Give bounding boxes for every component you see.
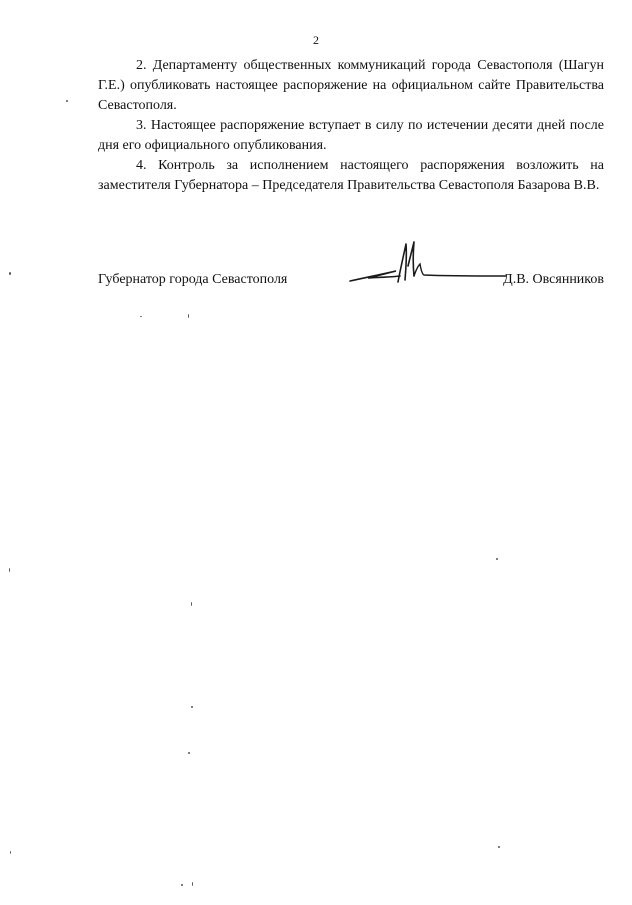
scan-speck: [66, 100, 68, 102]
scan-speck: [191, 602, 192, 606]
paragraph-item-2: 2. Департаменту общественных коммуникаций города Севастополя (Шагун Г.Е.) опубликовать настоящее распоряжение на официальном сайте Правительства Севастополя.: [98, 58, 604, 113]
signature-block: [98, 272, 604, 294]
scan-speck: [191, 706, 193, 708]
handwritten-signature-icon: [348, 236, 508, 296]
scan-speck: [498, 846, 500, 848]
scan-speck: [9, 568, 10, 572]
scan-speck: [181, 884, 183, 886]
paragraph-item-4: 4. Контроль за исполнением настоящего распоряжения возложить на заместителя Губернатора – Председателя Правительства Севастополя Базарова В.В.: [98, 158, 604, 193]
scan-speck: [188, 752, 190, 754]
scan-speck: [192, 882, 193, 886]
scan-speck: [140, 316, 142, 317]
signer-title: Губернатор города Севастополя: [98, 272, 288, 287]
page-number: 2: [313, 33, 319, 47]
scan-speck: [9, 272, 11, 275]
scan-speck: [188, 314, 189, 318]
document-body: [98, 56, 604, 196]
scan-speck: [496, 558, 498, 560]
paragraph-item-3: 3. Настоящее распоряжение вступает в силу по истечении десяти дней после дня его официального опубликования.: [98, 118, 604, 153]
signer-name: Д.В. Овсянников: [503, 272, 604, 287]
scan-speck: [10, 851, 11, 854]
